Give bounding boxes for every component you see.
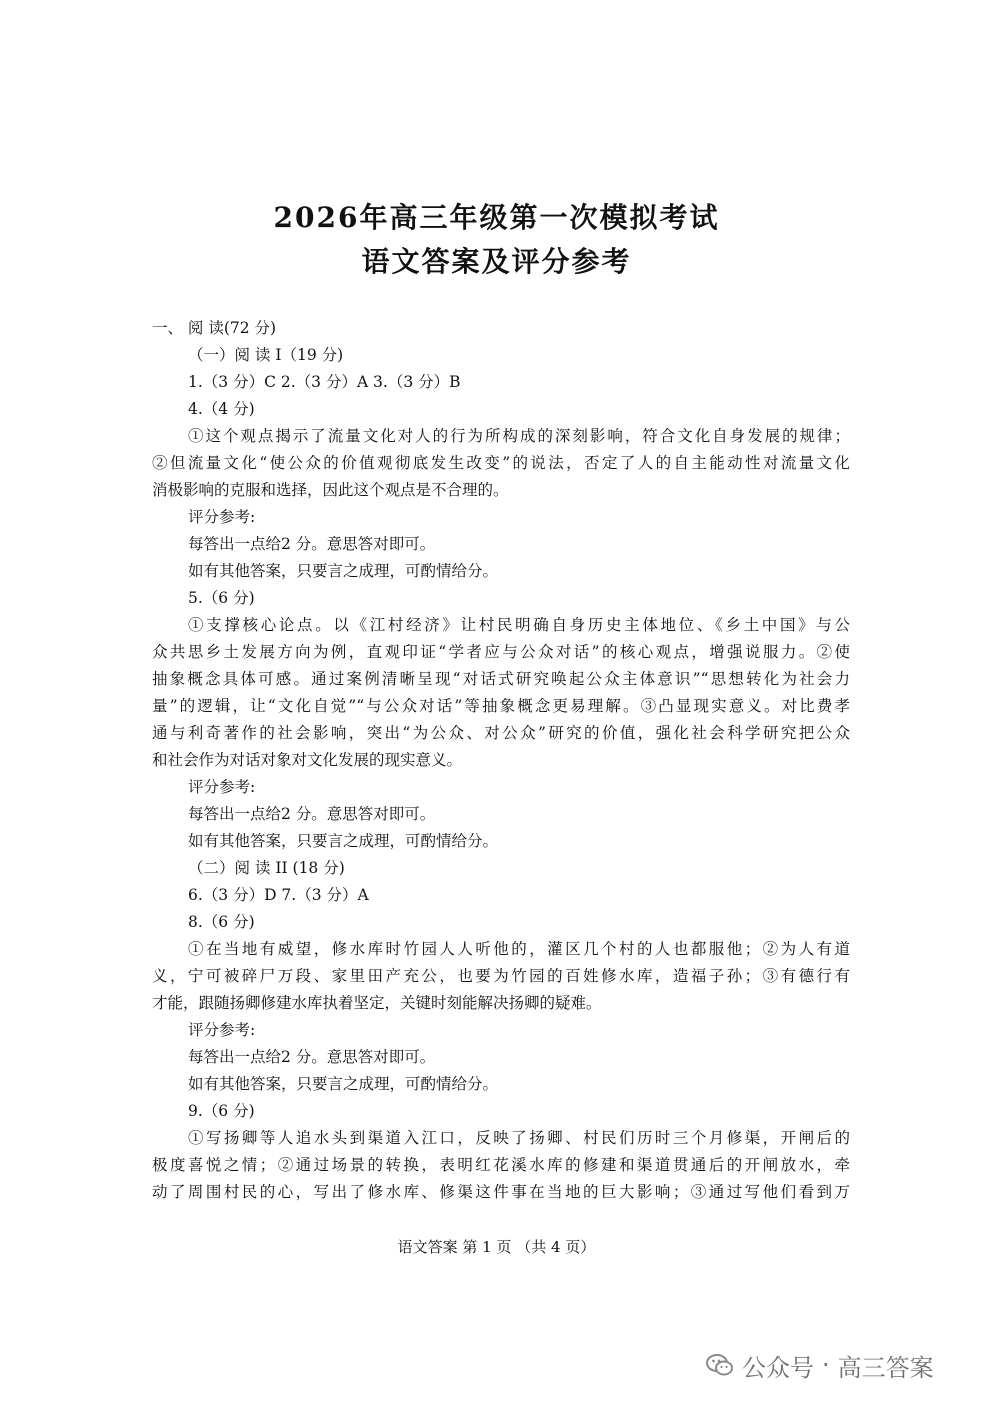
answer-line: 众共思乡土发展方向为例，直观印证“学者应与公众对话”的核心观点，增强说服力。②使 bbox=[152, 643, 850, 661]
answer-line: 量”的逻辑，让“文化自觉”“与公众对话”等抽象概念更易理解。③凸显现实意义。对比费孝 bbox=[152, 697, 850, 715]
answer-line: ①写扬卿等人追水头到渠道入江口，反映了扬卿、村民们历时三个月修渠，开闸后的 bbox=[188, 1129, 850, 1147]
watermark bbox=[706, 1351, 934, 1382]
watermark-platform: 公众号 bbox=[742, 1353, 814, 1382]
answer-line: 6.（3 分）D 7.（3 分）A bbox=[188, 886, 369, 904]
answer-line: ①这个观点揭示了流量文化对人的行为所构成的深刻影响，符合文化自身发展的规律； bbox=[188, 427, 850, 445]
scoring-line: 每答出一点给2 分。意思答对即可。 bbox=[188, 805, 436, 823]
watermark-name: 高三答案 bbox=[837, 1353, 934, 1382]
answer-line: ①在当地有威望，修水库时竹园人人听他的，灌区几个村的人也都服他；②为人有道 bbox=[188, 940, 850, 958]
answer-line: 才能，跟随扬卿修建水库执着坚定，关键时刻能解决扬卿的疑难。 bbox=[152, 994, 602, 1012]
question-number: 9.（6 分) bbox=[188, 1102, 255, 1120]
page-title: 2026年高三年级第一次模拟考试 bbox=[273, 201, 720, 234]
scoring-line: 如有其他答案，只要言之成理，可酌情给分。 bbox=[188, 832, 499, 850]
question-number: 4.（4 分) bbox=[188, 400, 255, 418]
answer-line: 抽象概念具体可感。通过案例清晰呈现“对话式研究唤起公众主体意识”“思想转化为社会力 bbox=[152, 670, 850, 688]
answer-line: ②但流量文化“使公众的价值观彻底发生改变”的说法，否定了人的自主能动性对流量文化 bbox=[152, 454, 850, 472]
scoring-heading: 评分参考: bbox=[188, 778, 256, 796]
question-number: 8.（6 分) bbox=[188, 913, 255, 931]
scoring-line: 每答出一点给2 分。意思答对即可。 bbox=[188, 1048, 436, 1066]
wechat-icon bbox=[706, 1353, 734, 1377]
scoring-line: 每答出一点给2 分。意思答对即可。 bbox=[188, 535, 436, 553]
answer-line: 动了周围村民的心，写出了修水库、修渠这件事在当地的巨大影响；③通过写他们看到万 bbox=[152, 1183, 850, 1201]
answer-line: 和社会作为对话对象对文化发展的现实意义。 bbox=[152, 751, 463, 769]
page-subtitle: 语文答案及评分参考 bbox=[361, 245, 632, 278]
answer-line: 通与利奇著作的社会影响，突出“为公众、对公众”研究的价值，强化社会科学研究把公众 bbox=[152, 724, 850, 742]
answer-line: 1.（3 分）C 2.（3 分）A 3.（3 分）B bbox=[188, 373, 461, 391]
answer-line: 义，宁可被碎尸万段、家里田产充公，也要为竹园的百姓修水库，造福子孙；③有德行有 bbox=[152, 967, 850, 985]
scoring-heading: 评分参考: bbox=[188, 508, 256, 526]
watermark-separator: · bbox=[822, 1351, 830, 1379]
subsection-heading: （二）阅 读 II (18 分) bbox=[188, 859, 345, 877]
scoring-line: 如有其他答案，只要言之成理，可酌情给分。 bbox=[188, 1075, 499, 1093]
subsection-heading: （一）阅 读 I（19 分) bbox=[188, 346, 344, 364]
answer-line: 消极影响的克服和选择，因此这个观点是不合理的。 bbox=[152, 481, 509, 499]
scoring-heading: 评分参考: bbox=[188, 1021, 256, 1039]
scoring-line: 如有其他答案，只要言之成理，可酌情给分。 bbox=[188, 562, 499, 580]
question-number: 5.（6 分) bbox=[188, 589, 255, 607]
page-footer: 语文答案 第 1 页 （共 4 页） bbox=[397, 1238, 596, 1256]
answer-line: ①支撑核心论点。以《江村经济》让村民明确自身历史主体地位、《乡土中国》与公 bbox=[188, 616, 850, 634]
answer-line: 极度喜悦之情；②通过场景的转换，表明红花溪水库的修建和渠道贯通后的开闸放水，牵 bbox=[152, 1156, 850, 1174]
section-heading: 一、 阅 读(72 分) bbox=[152, 319, 277, 337]
